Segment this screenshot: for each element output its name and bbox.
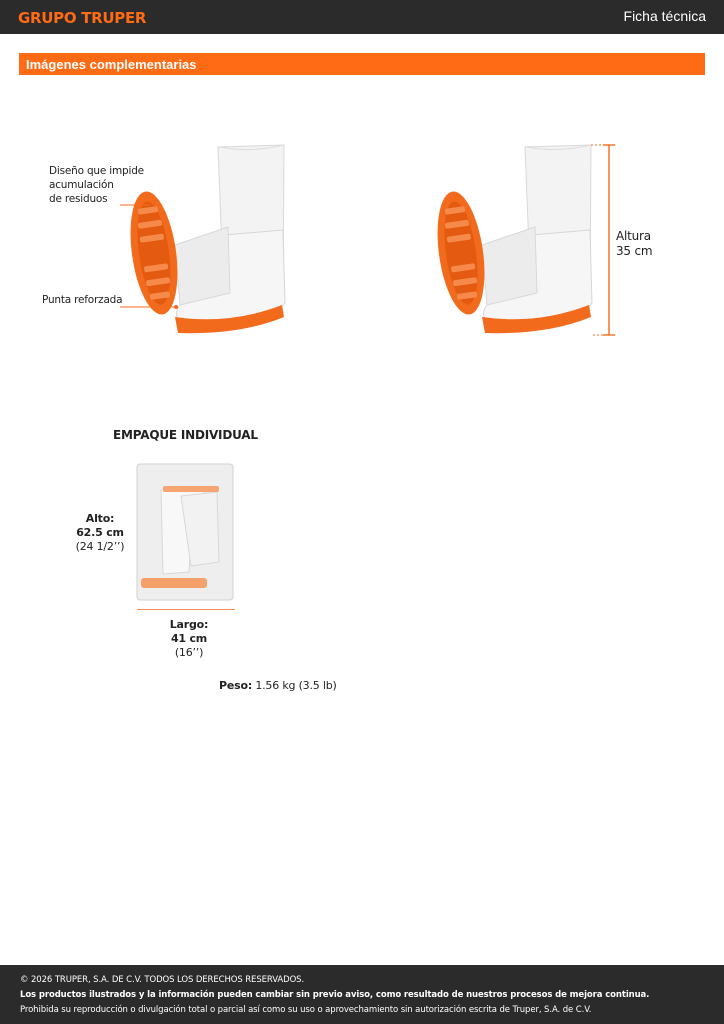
package-length-value: 41 cm <box>170 632 208 645</box>
package-weight-value: 1.56 kg (3.5 lb) <box>252 679 337 692</box>
callout-line: Diseño que impide <box>49 165 144 177</box>
package-length <box>160 618 218 660</box>
package-length-label: Largo: <box>169 618 209 631</box>
footer-notice: Los productos ilustrados y la información pueden cambiar sin previo aviso, como resultado de nuestros procesos de mejora continua. <box>20 990 650 1000</box>
header-bar <box>0 0 724 34</box>
package-title: EMPAQUE INDIVIDUAL <box>113 428 258 442</box>
document-type: Ficha técnica <box>623 8 706 24</box>
callout-line: de residuos <box>49 193 108 205</box>
package-height-label: Alto: <box>85 512 115 525</box>
height-dimension-label <box>616 229 652 259</box>
package-height-inches: (24 1/2’’) <box>75 540 125 553</box>
callout-reinforced-toe: Punta reforzada <box>42 294 123 306</box>
height-label: Altura <box>616 229 651 243</box>
footer-copyright: © 2026 TRUPER, S.A. DE C.V. TODOS LOS DERECHOS RESERVADOS. <box>20 975 305 985</box>
boot-image-height <box>425 135 625 345</box>
package-height <box>72 512 128 554</box>
height-value: 35 cm <box>616 244 653 258</box>
package-weight <box>219 679 337 693</box>
package-length-inches: (16’’) <box>174 646 204 659</box>
footer <box>0 965 724 1024</box>
callout-line: acumulación <box>49 179 114 191</box>
package-height-value: 62.5 cm <box>76 526 124 539</box>
callout-residue-design <box>49 164 179 206</box>
package-image <box>133 460 243 610</box>
package-weight-label: Peso: <box>219 679 253 692</box>
footer-prohibition: Prohibida su reproducción o divulgación total o parcial así como su uso o aprovechamiento sin autorización escrita de Truper, S.A. de C.V. <box>20 1005 592 1015</box>
section-title: Imágenes complementarias <box>26 57 197 72</box>
brand-logo: GRUPO TRUPER <box>18 9 147 27</box>
section-header <box>19 53 705 75</box>
